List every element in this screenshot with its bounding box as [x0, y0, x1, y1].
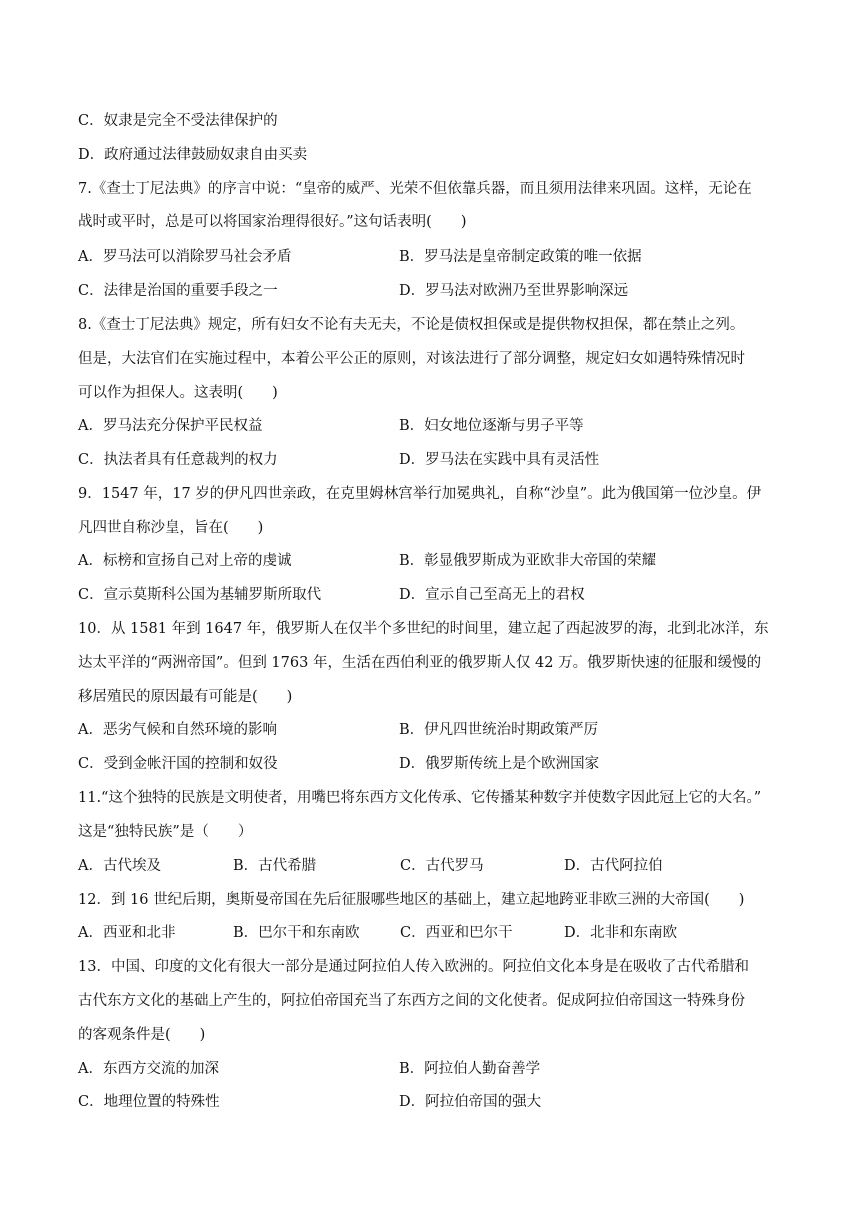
- q13-stem-line-2: 古代东方文化的基础上产生的，阿拉伯帝国充当了东西方之间的文化使者。促成阿拉伯帝国这一特殊身份: [78, 993, 745, 1009]
- q10-option-d: D．俄罗斯传统上是个欧洲国家: [399, 756, 600, 772]
- q9-option-b: B．彰显俄罗斯成为亚欧非大帝国的荣耀: [399, 553, 657, 569]
- q13-stem-line-3: 的客观条件是( ): [78, 1027, 206, 1043]
- q10-stem-line-3: 移居殖民的原因最有可能是( ): [78, 689, 293, 705]
- q7-option-b: B．罗马法是皇帝制定政策的唯一依据: [399, 249, 642, 265]
- q8-stem-line-3: 可以作为担保人。这表明( ): [78, 385, 278, 401]
- q10-option-b: B．伊凡四世统治时期政策严厉: [399, 722, 599, 738]
- q11-stem-line-1: 11.“这个独特的民族是文明使者，用嘴巴将东西方文化传承、它传播某种数字并使数字因此冠上它的大名。”: [78, 790, 762, 806]
- q7-option-d: D．罗马法对欧洲乃至世界影响深远: [399, 283, 629, 299]
- q9-stem-line-2: 凡四世自称沙皇，旨在( ): [78, 520, 264, 536]
- q13-option-a: A．东西方交流的加深: [78, 1061, 219, 1077]
- q8-option-d: D．罗马法在实践中具有灵活性: [399, 452, 600, 468]
- q8-option-a: A．罗马法充分保护平民权益: [78, 418, 263, 434]
- q13-option-c: C．地理位置的特殊性: [78, 1094, 220, 1110]
- q10-option-a: A．恶劣气候和自然环境的影响: [78, 722, 277, 738]
- q12-option-a: A．西亚和北非: [78, 925, 176, 941]
- q13-stem-line-1: 13．中国、印度的文化有很大一部分是通过阿拉伯人传入欧洲的。阿拉伯文化本身是在吸收了古代希腊和: [78, 959, 749, 975]
- q9-option-a: A．标榜和宣扬自己对上帝的虔诚: [78, 553, 292, 569]
- q10-option-c: C．受到金帐汗国的控制和奴役: [78, 756, 278, 772]
- q10-options-row-2: [78, 754, 798, 774]
- q12-stem-line-1: 12．到 16 世纪后期，奥斯曼帝国在先后征服哪些地区的基础上，建立起地跨亚非欧三洲的大帝国( ): [78, 892, 745, 908]
- q10-options-row-1: [78, 720, 798, 740]
- q11-options-row: [78, 856, 798, 876]
- q9-options-row-2: [78, 585, 798, 605]
- q8-options-row-2: [78, 450, 798, 470]
- q9-stem-line-1: 9．1547 年，17 岁的伊凡四世亲政，在克里姆林宫举行加冕典礼，自称“沙皇”。此为俄国第一位沙皇。伊: [78, 486, 762, 502]
- q7-stem-line-1: 7.《查士丁尼法典》的序言中说：“皇帝的威严、光荣不但依靠兵器，而且须用法律来巩固。这样，无论在: [78, 181, 752, 197]
- q10-stem-line-2: 达太平洋的“两洲帝国”。但到 1763 年，生活在西伯利亚的俄罗斯人仅 42 万。俄罗斯快速的征服和缓慢的: [78, 655, 762, 671]
- q10-stem-line-1: 10．从 1581 年到 1647 年，俄罗斯人在仅半个多世纪的时间里，建立起了西起波罗的海，北到北冰洋，东: [78, 621, 769, 637]
- q12-option-d: D．北非和东南欧: [564, 925, 678, 941]
- q9-options-row-1: [78, 551, 798, 571]
- q7-options-row-1: [78, 247, 798, 267]
- q11-option-b: B．古代希腊: [233, 858, 317, 874]
- prev-option-c: C．奴隶是完全不受法律保护的: [78, 113, 278, 129]
- q8-stem-line-2: 但是，大法官们在实施过程中，本着公平公正的原则，对该法进行了部分调整，规定妇女如遇特殊情况时: [78, 351, 745, 367]
- q11-option-a: A．古代埃及: [78, 858, 161, 874]
- q7-stem-line-2: 战时或平时，总是可以将国家治理得很好。”这句话表明( ): [78, 214, 467, 230]
- q8-option-b: B．妇女地位逐渐与男子平等: [399, 418, 584, 434]
- q9-option-c: C．宣示莫斯科公国为基辅罗斯所取代: [78, 587, 322, 603]
- q13-option-b: B．阿拉伯人勤奋善学: [399, 1061, 541, 1077]
- q8-stem-line-1: 8.《查士丁尼法典》规定，所有妇女不论有夫无夫，不论是债权担保或是提供物权担保，都在禁止之列。: [78, 317, 745, 333]
- q12-option-b: B．巴尔干和东南欧: [233, 925, 360, 941]
- q13-options-row-2: [78, 1092, 798, 1112]
- prev-option-d: D．政府通过法律鼓励奴隶自由买卖: [78, 147, 308, 163]
- q7-options-row-2: [78, 281, 798, 301]
- q8-option-c: C．执法者具有任意裁判的权力: [78, 452, 278, 468]
- q7-option-c: C．法律是治国的重要手段之一: [78, 283, 278, 299]
- q13-option-d: D．阿拉伯帝国的强大: [399, 1094, 542, 1110]
- q12-options-row: [78, 923, 798, 943]
- q7-option-a: A．罗马法可以消除罗马社会矛盾: [78, 249, 292, 265]
- q8-options-row-1: [78, 416, 798, 436]
- q13-options-row-1: [78, 1059, 798, 1079]
- q11-option-d: D．古代阿拉伯: [564, 858, 663, 874]
- q11-option-c: C．古代罗马: [400, 858, 484, 874]
- q9-option-d: D．宣示自己至高无上的君权: [399, 587, 585, 603]
- q11-stem-line-2: 这是“独特民族”是（ ）: [78, 824, 253, 840]
- q12-option-c: C．西亚和巴尔干: [400, 925, 513, 941]
